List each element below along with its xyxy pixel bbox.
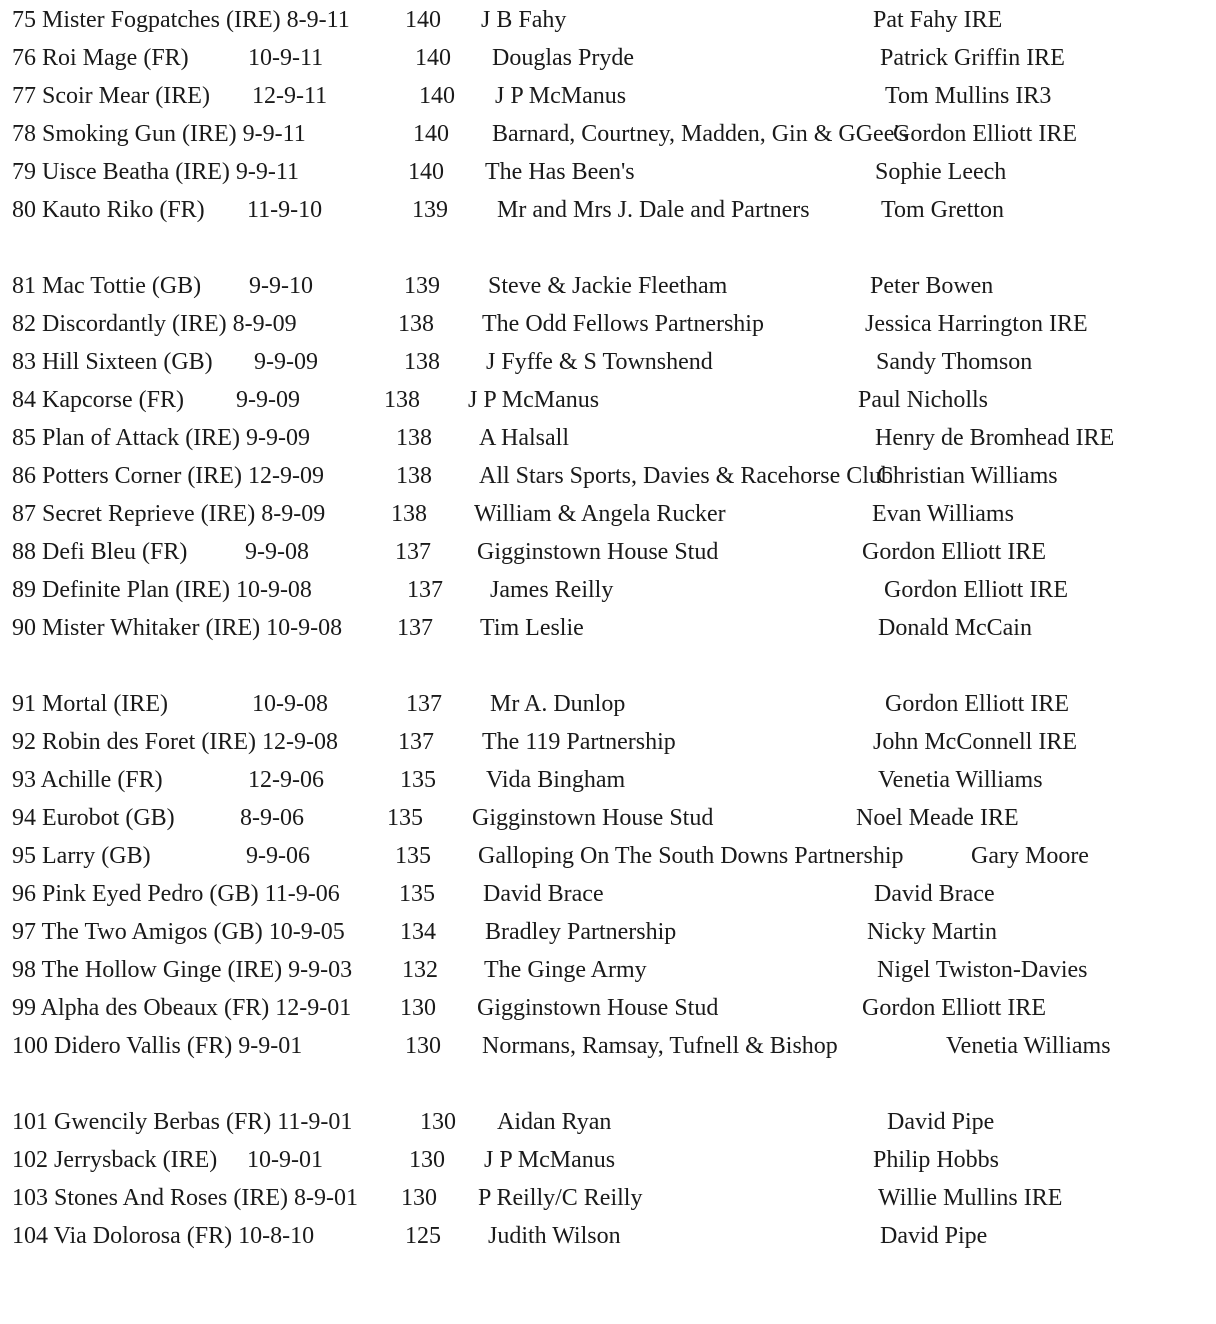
entry-rating: 139 bbox=[412, 197, 448, 223]
entry-rating: 138 bbox=[398, 311, 434, 337]
entry-trainer: Christian Williams bbox=[877, 463, 1058, 489]
entry-rating: 140 bbox=[405, 7, 441, 33]
entry-trainer: Willie Mullins IRE bbox=[878, 1185, 1063, 1211]
entry-row bbox=[0, 191, 1216, 229]
entry-row bbox=[0, 267, 1216, 305]
entry-weight: 10-9-01 bbox=[247, 1147, 323, 1173]
entry-row bbox=[0, 495, 1216, 533]
entry-horse: 85 Plan of Attack (IRE) 9-9-09 bbox=[12, 425, 310, 451]
entry-owner: Steve & Jackie Fleetham bbox=[488, 273, 728, 299]
entry-trainer: Pat Fahy IRE bbox=[873, 7, 1003, 33]
entry-rating: 130 bbox=[401, 1185, 437, 1211]
entry-rating: 137 bbox=[397, 615, 433, 641]
entry-owner: The Has Been's bbox=[485, 159, 635, 185]
entry-owner: Normans, Ramsay, Tufnell & Bishop bbox=[482, 1033, 838, 1059]
entry-horse: 89 Definite Plan (IRE) 10-9-08 bbox=[12, 577, 312, 603]
entry-rating: 140 bbox=[413, 121, 449, 147]
entry-row bbox=[0, 77, 1216, 115]
entry-trainer: Philip Hobbs bbox=[873, 1147, 1000, 1173]
entry-trainer: Gordon Elliott IRE bbox=[862, 995, 1046, 1021]
entry-horse: 82 Discordantly (IRE) 8-9-09 bbox=[12, 311, 297, 337]
entry-owner: David Brace bbox=[483, 881, 604, 907]
entry-rating: 139 bbox=[404, 273, 440, 299]
entry-weight: 9-9-09 bbox=[236, 387, 300, 413]
entry-horse: 104 Via Dolorosa (FR) 10-8-10 bbox=[12, 1223, 315, 1249]
entry-row bbox=[0, 1103, 1216, 1141]
entry-row bbox=[0, 837, 1216, 875]
entry-rating: 132 bbox=[402, 957, 438, 983]
entry-rating: 135 bbox=[387, 805, 423, 831]
entry-rating: 135 bbox=[399, 881, 435, 907]
entry-horse: 93 Achille (FR) bbox=[12, 767, 163, 793]
entry-trainer: Nicky Martin bbox=[867, 919, 997, 945]
entry-owner: All Stars Sports, Davies & Racehorse Club bbox=[479, 463, 893, 489]
entry-weight: 9-9-09 bbox=[254, 349, 318, 375]
entry-rating: 135 bbox=[395, 843, 431, 869]
entry-rating: 130 bbox=[405, 1033, 441, 1059]
entry-owner: Galloping On The South Downs Partnership bbox=[478, 843, 904, 869]
entry-trainer: David Pipe bbox=[887, 1109, 995, 1135]
entry-weight: 10-9-08 bbox=[252, 691, 328, 717]
entry-row bbox=[0, 533, 1216, 571]
entry-trainer: Gordon Elliott IRE bbox=[862, 539, 1046, 565]
entry-horse: 88 Defi Bleu (FR) bbox=[12, 539, 188, 565]
entry-owner: Gigginstown House Stud bbox=[472, 805, 714, 831]
entry-horse: 79 Uisce Beatha (IRE) 9-9-11 bbox=[12, 159, 300, 185]
entry-row bbox=[0, 761, 1216, 799]
entry-row bbox=[0, 1179, 1216, 1217]
entry-row bbox=[0, 609, 1216, 647]
entry-row bbox=[0, 951, 1216, 989]
entry-rating: 135 bbox=[400, 767, 436, 793]
entry-weight: 12-9-11 bbox=[252, 83, 328, 109]
entry-owner: Douglas Pryde bbox=[492, 45, 634, 71]
entry-row bbox=[0, 305, 1216, 343]
entry-owner: Bradley Partnership bbox=[485, 919, 677, 945]
entry-trainer: Nigel Twiston-Davies bbox=[877, 957, 1088, 983]
entry-rating: 125 bbox=[405, 1223, 441, 1249]
entry-rating: 130 bbox=[420, 1109, 456, 1135]
entry-rating: 137 bbox=[406, 691, 442, 717]
entry-trainer: Sandy Thomson bbox=[876, 349, 1033, 375]
entry-weight: 12-9-06 bbox=[248, 767, 324, 793]
entry-owner: The 119 Partnership bbox=[482, 729, 676, 755]
entry-row bbox=[0, 381, 1216, 419]
entry-horse: 81 Mac Tottie (GB) bbox=[12, 273, 202, 299]
entry-owner: Mr A. Dunlop bbox=[490, 691, 626, 717]
entry-owner: Aidan Ryan bbox=[497, 1109, 612, 1135]
entry-trainer: Peter Bowen bbox=[870, 273, 994, 299]
entry-rating: 138 bbox=[396, 463, 432, 489]
entry-horse: 102 Jerrysback (IRE) bbox=[12, 1147, 218, 1173]
entry-row bbox=[0, 723, 1216, 761]
entry-rating: 130 bbox=[409, 1147, 445, 1173]
entry-horse: 98 The Hollow Ginge (IRE) 9-9-03 bbox=[12, 957, 353, 983]
entry-trainer: Paul Nicholls bbox=[858, 387, 988, 413]
entry-owner: J B Fahy bbox=[481, 7, 567, 33]
entry-row bbox=[0, 685, 1216, 723]
entry-owner: A Halsall bbox=[479, 425, 569, 451]
entry-row bbox=[0, 875, 1216, 913]
entry-owner: William & Angela Rucker bbox=[474, 501, 726, 527]
entry-weight: 9-9-08 bbox=[245, 539, 309, 565]
entry-owner: J Fyffe & S Townshend bbox=[486, 349, 713, 375]
entry-weight: 11-9-10 bbox=[247, 197, 323, 223]
entry-row bbox=[0, 799, 1216, 837]
entry-trainer: Patrick Griffin IRE bbox=[880, 45, 1065, 71]
entry-rating: 130 bbox=[400, 995, 436, 1021]
entry-rating: 137 bbox=[398, 729, 434, 755]
entry-rating: 138 bbox=[404, 349, 440, 375]
entry-owner: Barnard, Courtney, Madden, Gin & GGee's bbox=[492, 121, 909, 147]
entry-horse: 83 Hill Sixteen (GB) bbox=[12, 349, 213, 375]
entry-horse: 80 Kauto Riko (FR) bbox=[12, 197, 205, 223]
entry-row bbox=[0, 1217, 1216, 1255]
entry-horse: 87 Secret Reprieve (IRE) 8-9-09 bbox=[12, 501, 326, 527]
entry-owner: J P McManus bbox=[484, 1147, 616, 1173]
entry-owner: Judith Wilson bbox=[488, 1223, 621, 1249]
entry-owner: P Reilly/C Reilly bbox=[478, 1185, 643, 1211]
entry-trainer: Evan Williams bbox=[872, 501, 1014, 527]
entry-owner: Gigginstown House Stud bbox=[477, 539, 719, 565]
entry-row bbox=[0, 457, 1216, 495]
entry-row bbox=[0, 39, 1216, 77]
entry-trainer: Gordon Elliott IRE bbox=[885, 691, 1069, 717]
entry-rating: 140 bbox=[415, 45, 451, 71]
entry-owner: Mr and Mrs J. Dale and Partners bbox=[497, 197, 810, 223]
entry-trainer: Donald McCain bbox=[878, 615, 1032, 641]
entry-weight: 10-9-11 bbox=[248, 45, 324, 71]
entry-row bbox=[0, 1, 1216, 39]
entry-horse: 78 Smoking Gun (IRE) 9-9-11 bbox=[12, 121, 306, 147]
entry-trainer: Sophie Leech bbox=[875, 159, 1007, 185]
entry-horse: 90 Mister Whitaker (IRE) 10-9-08 bbox=[12, 615, 343, 641]
entry-weight: 9-9-06 bbox=[246, 843, 310, 869]
entry-horse: 101 Gwencily Berbas (FR) 11-9-01 bbox=[12, 1109, 353, 1135]
entry-owner: Vida Bingham bbox=[486, 767, 626, 793]
entry-trainer: Jessica Harrington IRE bbox=[865, 311, 1088, 337]
entry-horse: 92 Robin des Foret (IRE) 12-9-08 bbox=[12, 729, 338, 755]
entry-rating: 138 bbox=[384, 387, 420, 413]
entry-horse: 100 Didero Vallis (FR) 9-9-01 bbox=[12, 1033, 303, 1059]
entry-owner: The Ginge Army bbox=[484, 957, 647, 983]
entry-row bbox=[0, 913, 1216, 951]
entry-trainer: David Pipe bbox=[880, 1223, 988, 1249]
entry-horse: 99 Alpha des Obeaux (FR) 12-9-01 bbox=[12, 995, 352, 1021]
entry-trainer: Noel Meade IRE bbox=[856, 805, 1019, 831]
entry-row bbox=[0, 115, 1216, 153]
entry-row bbox=[0, 153, 1216, 191]
entry-trainer: Venetia Williams bbox=[878, 767, 1043, 793]
entry-trainer: Gary Moore bbox=[971, 843, 1089, 869]
entry-horse: 76 Roi Mage (FR) bbox=[12, 45, 189, 71]
entry-row bbox=[0, 419, 1216, 457]
entry-trainer: Tom Mullins IR3 bbox=[885, 83, 1052, 109]
entry-owner: Gigginstown House Stud bbox=[477, 995, 719, 1021]
entry-row bbox=[0, 1027, 1216, 1065]
entry-rating: 137 bbox=[395, 539, 431, 565]
entry-trainer: Venetia Williams bbox=[946, 1033, 1111, 1059]
entry-horse: 75 Mister Fogpatches (IRE) 8-9-11 bbox=[12, 7, 350, 33]
entry-owner: Tim Leslie bbox=[480, 615, 584, 641]
entry-rating: 140 bbox=[408, 159, 444, 185]
entry-trainer: John McConnell IRE bbox=[873, 729, 1077, 755]
entry-horse: 77 Scoir Mear (IRE) bbox=[12, 83, 210, 109]
entry-trainer: Gordon Elliott IRE bbox=[884, 577, 1068, 603]
entry-owner: J P McManus bbox=[495, 83, 627, 109]
entry-owner: James Reilly bbox=[490, 577, 614, 603]
entry-horse: 84 Kapcorse (FR) bbox=[12, 387, 184, 413]
entry-horse: 86 Potters Corner (IRE) 12-9-09 bbox=[12, 463, 324, 489]
entry-horse: 91 Mortal (IRE) bbox=[12, 691, 168, 717]
entry-rating: 138 bbox=[396, 425, 432, 451]
entry-horse: 95 Larry (GB) bbox=[12, 843, 151, 869]
entry-row bbox=[0, 343, 1216, 381]
entry-weight: 9-9-10 bbox=[249, 273, 313, 299]
entry-row bbox=[0, 989, 1216, 1027]
entry-rating: 138 bbox=[391, 501, 427, 527]
entry-trainer: Gordon Elliott IRE bbox=[893, 121, 1077, 147]
entry-horse: 94 Eurobot (GB) bbox=[12, 805, 175, 831]
entry-row bbox=[0, 1141, 1216, 1179]
entry-horse: 96 Pink Eyed Pedro (GB) 11-9-06 bbox=[12, 881, 340, 907]
entry-weight: 8-9-06 bbox=[240, 805, 304, 831]
entry-trainer: Henry de Bromhead IRE bbox=[875, 425, 1115, 451]
entry-trainer: David Brace bbox=[874, 881, 995, 907]
entry-rating: 140 bbox=[419, 83, 455, 109]
entry-owner: J P McManus bbox=[468, 387, 600, 413]
entry-horse: 97 The Two Amigos (GB) 10-9-05 bbox=[12, 919, 345, 945]
entry-rating: 134 bbox=[400, 919, 436, 945]
entry-horse: 103 Stones And Roses (IRE) 8-9-01 bbox=[12, 1185, 358, 1211]
entry-owner: The Odd Fellows Partnership bbox=[482, 311, 764, 337]
entry-rating: 137 bbox=[407, 577, 443, 603]
entry-row bbox=[0, 571, 1216, 609]
entry-trainer: Tom Gretton bbox=[881, 197, 1004, 223]
